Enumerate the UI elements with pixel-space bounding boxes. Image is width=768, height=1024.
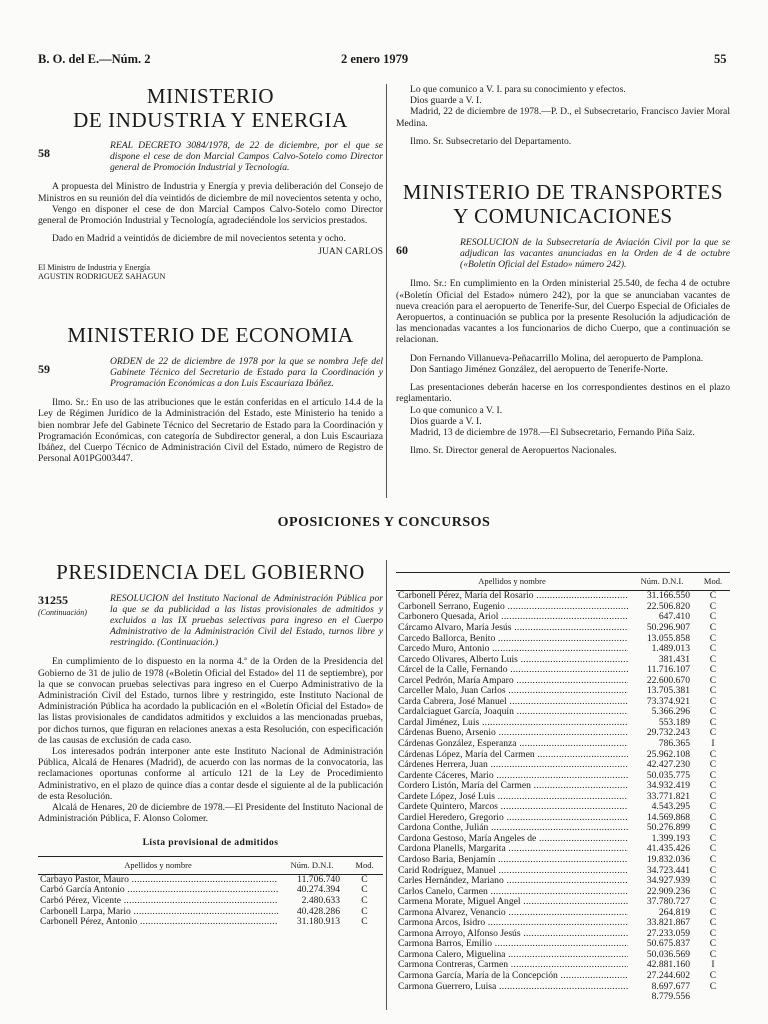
cell-name: Carbonell Serrano, Eugenio ..... [396,602,628,613]
cell-name: Carmena Morate, Miguel Angel ..... [396,897,628,908]
table-row [396,823,730,834]
cell-dni: 22.506.820 [646,601,690,612]
cell-mod: C [709,612,717,623]
cell-mod: C [709,981,717,992]
table-row [396,718,730,729]
cell-dni: 42.881.160 [646,960,690,971]
cell-mod: C [709,781,717,792]
cell-mod [696,992,730,1003]
cell-dni: 1.399.193 [651,833,690,844]
cell-name: Carceller Malo, Juan Carlos ..... [396,686,628,697]
table-row [396,591,730,602]
cell-mod: C [709,949,717,960]
paragraph: Don Santiago Jiménez González, del aeropuerto de Tenerife-Norte. [410,363,668,375]
header-date: 2 enero 1979 [341,52,409,66]
cell-name: Cardalciaguet García, Joaquín ..... [396,707,628,718]
paragraph: Los interesados podrán interponer ante este Instituto Nacional de Administración Pública, Alcalá de Henares (Madrid), de acuerdo con las normas de la convocatoria, las reclamaciones oportunas conforme al artículo 121 de la Ley de Procedimiento Administrativo, en el plazo de quince días a contar desde el siguiente al de la publicación de esta Resolución. [38,746,383,802]
cell-dni: 33.771.821 [646,791,690,802]
cell-dni: 34.927.939 [646,876,690,887]
paragraph: Madrid, 13 de diciembre de 1978.—El Subsecretario, Fernando Piña Saiz. [410,427,695,438]
minister-name: AGUSTIN RODRIGUEZ SAHAGUN [38,272,166,282]
table-row [396,929,730,940]
column-header-mod: Mod. [346,856,383,874]
paragraph: Lo que comunico a V. I. [410,404,503,416]
cell-name: Carlos Canelo, Carmen ..... [396,887,628,898]
table-row [396,982,730,993]
cell-mod: C [709,654,717,665]
table-row [396,612,730,623]
cell-dni: 381.431 [658,654,690,665]
ministry-title-line2: DE INDUSTRIA Y ENERGIA [73,108,348,133]
cell-mod: C [709,823,717,834]
cell-dni: 40.274.394 [296,885,340,896]
cell-name: Carcel Pedrón, María Amparo ..... [396,676,628,687]
cell-mod: C [709,590,717,602]
cell-name: Cardoso Baria, Benjamín ..... [396,855,628,866]
paragraph: Las presentaciones deberán hacerse en los correspondientes destinos en el plazo reglamentario. [396,382,730,405]
cell-mod: C [709,707,717,718]
section-number: 59 [38,362,50,377]
cell-mod: C [361,906,368,917]
addressee: Ilmo. Sr. Subsecretario del Departamento. [410,135,572,147]
cell-dni: 40.428.286 [296,906,340,917]
table-row [396,887,730,898]
cell-name: Carmona Arcos, Isidro ..... [396,918,628,929]
cell-name: Carmona Arroyo, Alfonso Jesús ..... [396,929,628,940]
cell-dni: 13.705.381 [646,686,690,697]
table-row [396,697,730,708]
cell-dni: 25.962.108 [646,749,690,760]
ministry-title: MINISTERIO DE TRANSPORTES [402,180,724,204]
ministry-title-line2: Y COMUNICACIONES [453,204,673,229]
cell-mod: C [361,885,368,896]
column-header-dni: Núm. D.N.I. [278,856,346,874]
section-number: 31255 [38,593,68,608]
table-row [38,885,383,896]
cell-name: Carbonero Quesada, Ariol ..... [396,612,628,623]
order-summary: ORDEN de 22 de diciembre de 1978 por la que se nombra Jefe del Gabinete Técnico del Secretario de Estado para la Coordinación y Programación Económicas a don Luis Escauriaza Ibáñez. [110,356,383,390]
cell-mod: C [709,918,717,929]
addressee: Ilmo. Sr. Director general de Aeropuertos Nacionales. [410,445,617,457]
cell-dni: 34.932.419 [646,781,690,792]
cell-name: Cardente Cáceres, Mario ..... [396,771,628,782]
cell-name: Carmona Contreras, Carmen ..... [396,960,628,971]
table-row [396,844,730,855]
cell-dni: 4.543.295 [651,802,690,813]
cell-mod: C [709,696,717,707]
body-text [38,181,383,244]
body-text [38,397,383,464]
paragraph: A propuesta del Ministro de Industria y Energía y previa deliberación del Consejo de Ministros en su reunión del día veintidós de diciembre de mil novecientos setenta y ocho, [38,181,383,204]
table-row [396,634,730,645]
cell-mod: C [709,728,717,739]
paragraph: Alcalá de Henares, 20 de diciembre de 1978.—El Presidente del Instituto Nacional de Administración Pública, F. Alonso Colomer. [38,802,383,825]
paragraph: Ilmo. Sr.: En cumplimiento en la Orden ministerial 25.540, de fecha 4 de octubre («Boletín Oficial del Estado» número 242), por la que se anunciaban vacantes de nueva creación para el aeropuerto de Tenerife-Sur, del Cuerpo Especial de Oficiales de Aeropuertos, a continuación se publica por la presente Resolución la adjudicación de las mencionadas vacantes a los funcionarios de dicho Cuerpo, que a continuación se relacionan. [396,278,730,346]
cell-dni: 647.410 [658,612,690,623]
cell-mod: I [711,739,715,749]
cell-name: Cárdenes Herrera, Juan ..... [396,760,628,771]
section-presidencia [38,560,383,928]
table-row [396,676,730,687]
cell-name [396,992,628,1003]
cell-name: Carbonell Pérez, María del Rosario ..... [396,591,628,602]
cell-name: Carbó Pérez, Vicente ..... [38,896,278,907]
paragraph: Vengo en disponer el cese de don Marcial Campos Calvo-Sotelo como Director general de Promoción Industrial y Tecnología, agradeciéndole los servicios prestados. [38,203,383,227]
cell-dni: 50.035.775 [646,770,690,781]
cell-dni: 22.600.670 [646,675,690,686]
cell-name: Carid Rodríguez, Manuel ..... [396,866,628,877]
table-row [396,971,730,982]
minister-role: El Ministro de Industria y Energía [38,263,150,273]
column-divider-top [386,84,387,498]
cell-name: Carda Cabrera, José Manuel ..... [396,697,628,708]
cell-dni: 27.233.059 [646,928,690,939]
cell-dni: 41.435.426 [646,844,690,855]
cell-dni: 50.276.899 [646,823,690,834]
cell-name: Cardete López, José Luis ..... [396,792,628,803]
table-row [396,802,730,813]
table-row [396,792,730,803]
header-bulletin: B. O. del E.—Núm. 2 [38,52,151,66]
cell-name: Carbonell Pérez, Antonio ..... [38,917,278,928]
cell-mod: C [709,749,717,760]
cell-dni: 14.569.868 [646,812,690,823]
cell-mod: C [709,844,717,855]
cell-mod: C [709,760,717,771]
cell-name: Cardona Gestoso, María Angeles de ..... [396,834,628,845]
cell-name: Cardona Conthe, Julián ..... [396,823,628,834]
cell-name: Carmona Calero, Miguelina ..... [396,950,628,961]
cell-mod: C [361,874,368,885]
cell-name: Cárdenas González, Esperanza ..... [396,739,628,750]
column-header-mod: Mod. [696,573,730,591]
cell-dni: 29.732.243 [646,728,690,739]
cell-mod: C [361,917,368,928]
ministry-title: MINISTERIO DE ECONOMIA [67,323,354,347]
cell-dni: 42.427.230 [646,760,690,771]
cell-dni: 33.821.867 [646,918,690,929]
table-row [396,750,730,761]
column-header-dni: Núm. D.N.I. [628,573,696,591]
section-economia [38,323,383,465]
cell-dni: 11.716.107 [647,665,690,676]
decree-summary: REAL DECRETO 3084/1978, de 22 de diciembre, por el que se dispone el cese de don Marcial Campos Calvo-Sotelo como Director general de Promoción Industrial y Tecnología. [110,140,383,174]
admitted-table-left [38,856,383,928]
cell-dni: 31.180.913 [296,917,340,928]
cell-dni: 19.832.036 [646,855,690,866]
signature: JUAN CARLOS [318,246,383,258]
table-row [396,781,730,792]
cell-mod: C [709,928,717,939]
body-text [396,84,730,147]
column-divider-bottom [386,560,387,1010]
cell-dni: 553.189 [658,717,690,728]
cell-name: Carbó García Antonio ..... [38,885,278,896]
table-row [396,623,730,634]
admitted-table-right-wrapper [396,572,730,1003]
table-row [396,602,730,613]
cell-mod: C [709,717,717,728]
column-header-name: Apellidos y nombre [38,856,278,874]
continuation-label: (Continuación) [38,608,87,618]
cell-dni: 264.819 [658,907,690,918]
cell-dni: 8.697.677 [651,981,690,992]
cell-dni: 786.365 [658,739,690,749]
cell-name: Cárcamo Alvaro, María Jesús ..... [396,623,628,634]
table-row [396,960,730,971]
cell-dni: 2.480.633 [301,896,340,907]
cell-name: Carles Hernández, Mariano ..... [396,876,628,887]
table-row [38,874,383,885]
table-row [396,908,730,919]
cell-dni: 22.909.236 [646,886,690,897]
cell-mod: C [709,622,717,633]
table-row [396,644,730,655]
cell-name: Cárcel de la Calle, Fernando ..... [396,665,628,676]
table-row [396,728,730,739]
cell-mod: C [709,886,717,897]
cell-dni: 13.055.858 [646,633,690,644]
cell-name: Carmona Barros, Emilio ..... [396,939,628,950]
cell-name: Carcedo Ballorca, Benito ..... [396,634,628,645]
section-transportes [396,180,730,456]
table-row [396,655,730,666]
cell-mod: C [709,907,717,918]
paragraph: Ilmo. Sr.: En uso de las atribuciones que le están conferidas en el artículo 14.4 de la Ley de Régimen Jurídico de la Administración del Estado, este Ministerio ha tenido a bien nombrar Jefe del Gabinete Técnico del Secretario de Estado para la Coordinación y Programación Económicas, con categoría de Subdirector general, a don Luis Escauriaza Ibáñez, del Cuerpo Técnico de Administración Civil del Estado, número de Registro de Personal A01PG003447. [38,397,383,465]
cell-mod: C [709,770,717,781]
cell-dni: 27.244.602 [646,971,690,982]
cell-name: Cárdenas Bueno, Arsenio ..... [396,728,628,739]
table-row [38,896,383,907]
cell-dni: 8.779.556 [651,992,690,1003]
paragraph: Don Fernando Villanueva-Peñacarrillo Molina, del aeropuerto de Pamplona. [410,352,704,364]
cell-mod: C [709,897,717,908]
body-text [38,656,383,824]
table-row [396,876,730,887]
cell-name: Cardona Planells, Margarita ..... [396,844,628,855]
section-number: 58 [38,146,50,161]
cell-name: Cárdenas López, María del Carmen ..... [396,750,628,761]
table-row [396,866,730,877]
cell-dni: 31.166.550 [646,590,690,602]
cell-name: Carbayo Pastor, Mauro ..... [38,874,278,885]
cell-name: Carmona García, María de la Concepción ..... [396,971,628,982]
cell-dni: 1.489.013 [651,644,690,655]
cell-mod: C [709,675,717,686]
cell-mod: C [709,601,717,612]
table-row [396,771,730,782]
paragraph: Dios guarde a V. I. [410,415,482,427]
cell-name: Carcedo Olivares, Alberto Luis ..... [396,655,628,666]
cell-name: Carbonell Larpa, Mario ..... [38,907,278,918]
table-row [38,907,383,918]
cell-mod: C [709,665,717,676]
cell-dni: 50.036.569 [646,949,690,960]
section-number: 60 [396,243,408,258]
cell-mod: C [709,644,717,655]
table-row [396,897,730,908]
section-heading-oposiciones: OPOSICIONES Y CONCURSOS [277,515,491,530]
cell-dni: 34.723.441 [646,865,690,876]
paragraph: En cumplimiento de lo dispuesto en la norma 4.ª de la Orden de la Presidencia del Gobierno de 31 de julio de 1978 («Boletín Oficial del Estado» del 11 de septiembre), por la que se convocan pruebas selectivas para ingreso en el Cuerpo Administrativo de la Administración Civil del Estado, turnos libre y restringido, este Instituto Nacional de Administración Pública ha acordado la publicación en el «Boletín Oficial del Estado» de las listas provisionales de candidatos admitidos y excluidos a las mencionadas pruebas, por dichos turnos, que figuran en relaciones anexas a esta Resolución, con especificación de las causas de exclusión de cada caso. [38,656,383,746]
resolution-summary: RESOLUCION de la Subsecretaría de Aviación Civil por la que se adjudican las vacantes anunciadas en la Orden de 4 de octubre («Boletín Oficial del Estado» número 242). [460,237,730,271]
ministry-title: PRESIDENCIA DEL GOBIERNO [56,560,365,584]
cell-name: Cardiel Heredero, Gregorio ..... [396,813,628,824]
table-row [38,917,383,928]
cell-dni: 50.296.907 [646,622,690,633]
cell-name: Cardal Jiménez, Luis ..... [396,718,628,729]
cell-mod: C [709,876,717,887]
paragraph: Dado en Madrid a veintidós de diciembre de mil novecientos setenta y ocho. [52,233,346,245]
cell-name: Cardete Quintero, Marcos ..... [396,802,628,813]
table-row [396,950,730,961]
cell-mod: C [709,802,717,813]
cell-dni: 73.374.921 [646,696,690,707]
table-row [396,855,730,866]
table-row [396,707,730,718]
paragraph: Madrid, 22 de diciembre de 1978.—P. D., el Subsecretario, Francisco Javier Moral Medina. [396,106,730,129]
list-caption: Lista provisional de admitidos [142,836,279,848]
table-row [396,939,730,950]
cell-name: Carcedo Muro, Antonio ..... [396,644,628,655]
section-continuation [396,84,730,147]
header-page-number: 55 [714,52,727,66]
section-industria [38,84,383,282]
table-row [396,992,730,1003]
cell-name: Carmona Guerrero, Luisa ..... [396,982,628,993]
cell-name: Carmona Alvarez, Venancio ..... [396,908,628,919]
cell-mod: C [709,812,717,823]
table-row [396,834,730,845]
cell-dni: 5.366.296 [651,707,690,718]
cell-mod: C [709,686,717,697]
body-text [396,278,730,456]
cell-mod: C [709,791,717,802]
column-header-name: Apellidos y nombre [396,573,628,591]
cell-dni: 50.675.837 [646,939,690,950]
cell-mod: I [711,960,715,971]
table-row [396,739,730,750]
paragraph: Dios guarde a V. I. [410,95,482,107]
table-row [396,813,730,824]
table-row [396,918,730,929]
table-row [396,686,730,697]
table-row [396,760,730,771]
ministry-title: MINISTERIO [146,84,275,108]
admitted-table-right [396,572,730,1003]
cell-mod: C [709,971,717,982]
cell-mod: C [709,833,717,844]
cell-dni: 11.706.740 [297,874,340,885]
cell-mod: C [709,865,717,876]
table-row [396,665,730,676]
cell-name: Cordero Listón, María del Carmen ..... [396,781,628,792]
cell-mod: C [709,633,717,644]
paragraph: Lo que comunico a V. I. para su conocimiento y efectos. [410,84,626,95]
cell-mod: C [709,855,717,866]
cell-mod: C [709,939,717,950]
cell-mod: C [361,896,368,907]
cell-dni: 37.780.727 [646,897,690,908]
resolution-summary: RESOLUCION del Instituto Nacional de Administración Pública por la que se da publicidad a las listas provisionales de admitidos y excluidos a las IX pruebas selectivas para ingreso en el Cuerpo Administrativo de la Administración Civil del Estado, turnos libre y restringido. (Continuación.) [110,593,383,649]
